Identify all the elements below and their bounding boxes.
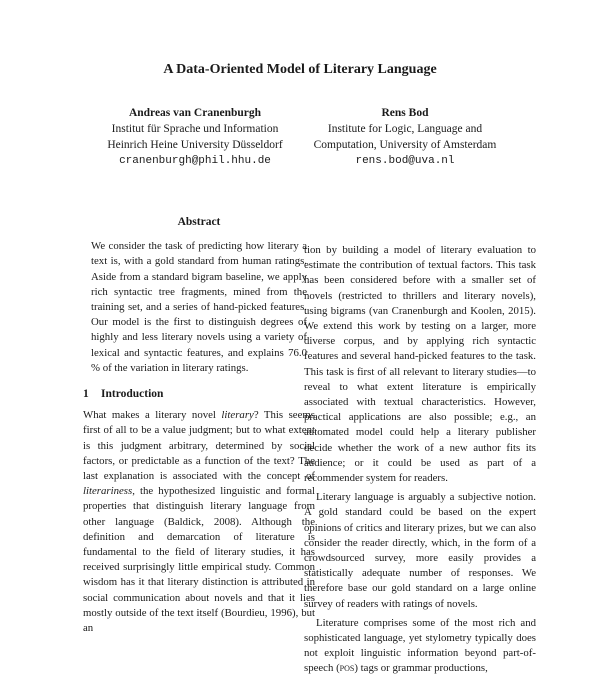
text-run: ) tags or grammar productions,	[354, 662, 488, 675]
emphasis: literariness	[83, 485, 133, 498]
author-block-1	[80, 105, 310, 169]
abstract-heading: Abstract	[177, 216, 221, 228]
author-name: Andreas van Cranenburgh	[128, 107, 262, 119]
body-paragraph: Literary language is arguably a subjective notion. A gold standard could be based on the expert opinions of critics and literary prizes, but we can also consider the reader directly, which, in the form of a crowdsourced survey, more easily provides a statistically adequate number of responses. We therefore base our gold standard on a large online survey of readers with ratings of novels.	[304, 491, 536, 610]
author-affiliation: Heinrich Heine University Düsseldorf	[107, 139, 283, 151]
author-affiliation: Computation, University of Amsterdam	[313, 139, 497, 151]
text-run: Literature comprises some of the most rich and sophisticated language, yet stylometry typically does not exploit linguistic information beyond part-of-speech (	[304, 616, 536, 675]
author-email: cranenburgh@phil.hhu.de	[119, 155, 271, 167]
section-number: 1	[83, 388, 89, 401]
author-name: Rens Bod	[381, 107, 429, 119]
left-column	[83, 215, 315, 636]
right-column	[304, 243, 536, 677]
intro-paragraph	[83, 408, 315, 636]
paper-title: A Data-Oriented Model of Literary Language	[163, 62, 437, 77]
author-email: rens.bod@uva.nl	[355, 155, 455, 167]
section-heading	[83, 387, 315, 402]
text-run: , the hypothesized linguistic and formal properties that distinguish literary language from other language (Baldick, 2008). Although the definition and demarcation of literature is fundamental to the field of literary studies, it has received surprisingly little empirical study. Common wisdom has it that literary distinction is attributed in social communication about novels and that it lies mostly outside of the text itself (Bourdieu, 1996), but an	[83, 485, 315, 635]
text-run: What makes a literary novel	[83, 409, 222, 422]
body-paragraph: tion by building a model of literary evaluation to estimate the contribution of textual factors. This task has been considered before with a smaller set of novels (restricted to thrillers and literary novels), using bigrams (van Cranenburgh and Koolen, 2015). We extend this work by testing on a larger, more diverse corpus, and by applying rich syntactic features and several hand-picked features to the task. This task is first of all relevant to literary studies—to reveal to what extent literature is empirically associated with textual characteristics. However, practical applications are also possible; e.g., an automated model could help a literary publisher decide whether the work of a new author fits its audience; or it could be used as part of a recommender system for readers.	[304, 244, 536, 485]
body-paragraph	[304, 616, 536, 677]
emphasis: literary	[221, 409, 254, 422]
text-run: ? This seems first of all to be a value judgment; but to what extent is this judgment arbitrary, determined by social factors, or predictable as a function of the text? The last explanation is associated with the concept of	[83, 409, 315, 483]
author-block-2	[290, 105, 520, 169]
abstract-text: We consider the task of predicting how literary a text is, with a gold standard from human ratings. Aside from a standard bigram baseline, we apply rich syntactic tree fragments, mined from the training set, and a series of hand-picked features. Our model is the first to distinguish degrees of highly and less literary novels using a variety of lexical and syntactic features, and explains 76.0 % of the variation in literary ratings.	[91, 240, 307, 374]
section-title: Introduction	[101, 388, 164, 401]
author-affiliation: Institute for Logic, Language and	[327, 123, 483, 135]
author-affiliation: Institut für Sprache und Information	[111, 123, 279, 135]
small-caps-term: pos	[339, 662, 355, 675]
